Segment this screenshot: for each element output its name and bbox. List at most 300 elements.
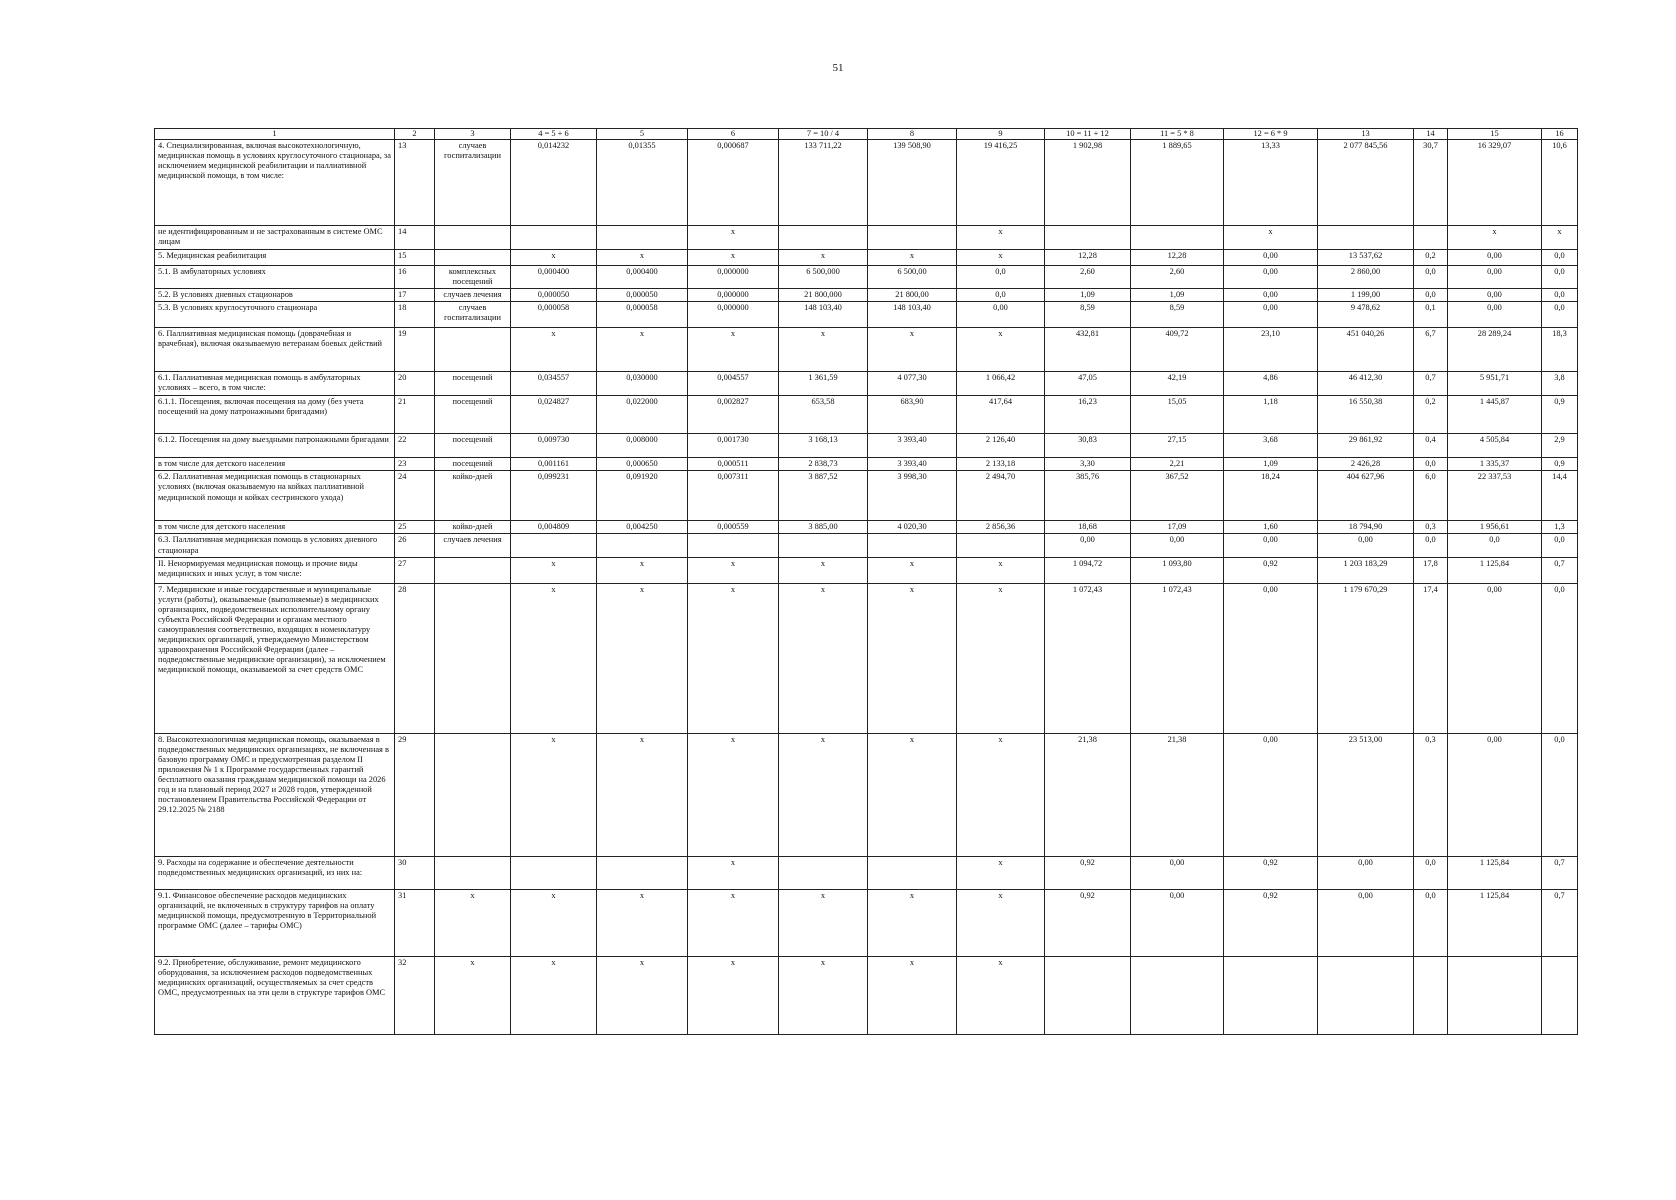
table-cell [1318, 226, 1414, 250]
table-cell: 1 889,65 [1131, 140, 1224, 226]
table-cell [435, 328, 511, 372]
row-label-cell: 6.1.2. Посещения на дому выездными патронажными бригадами [155, 434, 395, 458]
table-cell: 1 125,84 [1448, 856, 1542, 889]
table-cell: 0,00 [957, 302, 1045, 328]
table-cell: 3 168,13 [779, 434, 868, 458]
table-cell: 432,81 [1045, 328, 1131, 372]
table-cell: х [868, 956, 957, 1034]
table-cell: х [597, 889, 688, 956]
table-cell: х [688, 250, 779, 266]
table-cell [1318, 956, 1414, 1034]
table-cell: 0,0 [1542, 534, 1578, 557]
header-row [155, 129, 1578, 140]
table-cell: 17,09 [1131, 521, 1224, 534]
table-cell: х [957, 583, 1045, 733]
row-label-cell: 9.2. Приобретение, обслуживание, ремонт медицинского оборудования, за исключением расходов подведомственных медицинских организаций, осуществляемых за счет средств ОМС, предусмотренных на эти цели в структуре тарифов ОМС [155, 956, 395, 1034]
row-label-cell: 6.3. Паллиативная медицинская помощь в условиях дневного стационара [155, 534, 395, 557]
row-label-cell: 5.2. В условиях дневных стационаров [155, 289, 395, 302]
table-cell: 31 [395, 889, 435, 956]
row-label-cell: 9.1. Финансовое обеспечение расходов медицинских организаций, не включенных в структуру тарифов на оплату медицинской помощи, предусмотренную в Территориальной программе ОМС (далее – тарифы ОМС) [155, 889, 395, 956]
header-cell: 7 = 10 / 4 [779, 129, 868, 140]
table-cell: 22 [395, 434, 435, 458]
table-cell: случаев госпитализации [435, 140, 511, 226]
table-cell: 21,38 [1131, 733, 1224, 856]
table-cell [1131, 226, 1224, 250]
table-cell: 25 [395, 521, 435, 534]
table-cell: х [688, 328, 779, 372]
table-cell: 16 329,07 [1448, 140, 1542, 226]
table-cell: 0,3 [1414, 733, 1448, 856]
table-cell: 0,00 [1131, 534, 1224, 557]
table-cell: х [597, 250, 688, 266]
table-cell: 3,68 [1224, 434, 1318, 458]
header-cell: 11 = 5 * 8 [1131, 129, 1224, 140]
table-cell: 30 [395, 856, 435, 889]
table-cell: 29 861,92 [1318, 434, 1414, 458]
table-cell: 16 [395, 266, 435, 289]
table-cell: 4 077,30 [868, 372, 957, 396]
table-row [155, 521, 1578, 534]
table-cell [435, 226, 511, 250]
row-label-cell: 6.1.1. Посещения, включая посещения на дому (без учета посещений на дому патронажными бригадами) [155, 396, 395, 434]
table-cell: 3 998,30 [868, 471, 957, 521]
row-label-cell: в том числе для детского населения [155, 521, 395, 534]
header-cell: 16 [1542, 129, 1578, 140]
header-cell: 12 = 6 * 9 [1224, 129, 1318, 140]
header-cell: 14 [1414, 129, 1448, 140]
table-cell: 18,3 [1542, 328, 1578, 372]
table-cell: 0,0 [1542, 250, 1578, 266]
row-label-cell: II. Ненормируемая медицинская помощь и прочие виды медицинских и иных услуг, в том числе: [155, 557, 395, 583]
table-cell [1045, 956, 1131, 1034]
table-cell: 0,000000 [688, 266, 779, 289]
table-cell: х [688, 889, 779, 956]
table-cell: 1,09 [1045, 289, 1131, 302]
table-cell: х [688, 956, 779, 1034]
table-cell: 385,76 [1045, 471, 1131, 521]
table-body [155, 129, 1578, 1035]
table-cell: 2,21 [1131, 458, 1224, 471]
table-cell: 3 393,40 [868, 434, 957, 458]
table-cell: 1 203 183,29 [1318, 557, 1414, 583]
table-row [155, 534, 1578, 557]
header-cell: 15 [1448, 129, 1542, 140]
header-cell: 1 [155, 129, 395, 140]
table-cell: 0,022000 [597, 396, 688, 434]
table-cell: 1 335,37 [1448, 458, 1542, 471]
table-row [155, 856, 1578, 889]
table-cell: 0,0 [1542, 583, 1578, 733]
table-cell [688, 534, 779, 557]
table-cell: 0,0 [1414, 856, 1448, 889]
table-cell: 21 800,000 [779, 289, 868, 302]
table-cell: 1,60 [1224, 521, 1318, 534]
table-cell: 0,0 [957, 266, 1045, 289]
row-label-cell: 5. Медицинская реабилитация [155, 250, 395, 266]
table-cell: 0,00 [1448, 266, 1542, 289]
table-cell: 1,3 [1542, 521, 1578, 534]
table-cell: 0,000058 [597, 302, 688, 328]
table-cell: 0,7 [1542, 856, 1578, 889]
table-cell: 2 077 845,56 [1318, 140, 1414, 226]
table-cell: 0,008000 [597, 434, 688, 458]
table-cell: х [435, 889, 511, 956]
table-cell [597, 856, 688, 889]
table-cell: 4 020,30 [868, 521, 957, 534]
table-cell: 0,009730 [511, 434, 597, 458]
table-cell: 0,00 [1224, 302, 1318, 328]
table-cell: 0,000650 [597, 458, 688, 471]
table-cell: 0,00 [1045, 534, 1131, 557]
table-cell: 148 103,40 [779, 302, 868, 328]
row-label-cell: 8. Высокотехнологичная медицинская помощь, оказываемая в подведомственных медицинских организациях, не включенная в базовую программу ОМС и предусмотренная разделом II приложения № 1 к Программе государственных гарантий бесплатного оказания гражданам медицинской помощи на 2026 год и на плановый период 2027 и 2028 годов, утвержденной постановлением Правительства Российской Федерации от 29.12.2025 № 2188 [155, 733, 395, 856]
table-cell: 0,091920 [597, 471, 688, 521]
table-cell: 0,7 [1542, 889, 1578, 956]
table-cell: 0,00 [1131, 856, 1224, 889]
table-cell: 1,09 [1224, 458, 1318, 471]
table-cell: 139 508,90 [868, 140, 957, 226]
table-cell: 1 072,43 [1131, 583, 1224, 733]
row-label-cell: 6.2. Паллиативная медицинская помощь в стационарных условиях (включая оказываемую на койках паллиативной медицинской помощи и койках сестринского ухода) [155, 471, 395, 521]
table-cell: 1 179 670,29 [1318, 583, 1414, 733]
table-cell: 0,000687 [688, 140, 779, 226]
table-cell: 1 956,61 [1448, 521, 1542, 534]
table-cell: 6 500,000 [779, 266, 868, 289]
table-cell: 23,10 [1224, 328, 1318, 372]
table-cell: 13 [395, 140, 435, 226]
table-cell: х [779, 250, 868, 266]
table-cell: 133 711,22 [779, 140, 868, 226]
table-cell: 0,92 [1224, 856, 1318, 889]
table-row [155, 458, 1578, 471]
table-cell: 3,30 [1045, 458, 1131, 471]
table-cell [511, 226, 597, 250]
table-row [155, 583, 1578, 733]
header-cell: 5 [597, 129, 688, 140]
table-cell: 0,004809 [511, 521, 597, 534]
table-cell: 2 126,40 [957, 434, 1045, 458]
table-cell: 17,8 [1414, 557, 1448, 583]
table-cell: х [688, 557, 779, 583]
table-cell: х [435, 956, 511, 1034]
table-row [155, 889, 1578, 956]
table-cell [435, 557, 511, 583]
table-cell: х [688, 856, 779, 889]
table-cell: 0,00 [1448, 302, 1542, 328]
table-cell: 2,9 [1542, 434, 1578, 458]
table-cell: х [868, 583, 957, 733]
table-cell: 16,23 [1045, 396, 1131, 434]
table-cell: 1 066,42 [957, 372, 1045, 396]
table-row [155, 471, 1578, 521]
table-cell: х [868, 733, 957, 856]
table-cell: койко-дней [435, 471, 511, 521]
table-cell: 27,15 [1131, 434, 1224, 458]
table-cell: 46 412,30 [1318, 372, 1414, 396]
table-cell [511, 534, 597, 557]
table-cell: 1 199,00 [1318, 289, 1414, 302]
table-cell: 148 103,40 [868, 302, 957, 328]
table-cell: 0,000400 [511, 266, 597, 289]
table-cell: 2 494,70 [957, 471, 1045, 521]
table-cell: 30,7 [1414, 140, 1448, 226]
table-cell: 1,18 [1224, 396, 1318, 434]
table-cell: х [957, 856, 1045, 889]
table-cell: 6,7 [1414, 328, 1448, 372]
table-cell: 0,00 [1448, 733, 1542, 856]
table-cell: х [779, 733, 868, 856]
table-cell: 22 337,53 [1448, 471, 1542, 521]
financing-table [154, 128, 1578, 1035]
table-row [155, 302, 1578, 328]
table-cell [1045, 226, 1131, 250]
table-cell: 3 885,00 [779, 521, 868, 534]
table-cell [868, 226, 957, 250]
table-cell [435, 250, 511, 266]
table-cell: 0,92 [1224, 889, 1318, 956]
table-cell: 23 [395, 458, 435, 471]
table-cell: 15 [395, 250, 435, 266]
table-cell: 0,002827 [688, 396, 779, 434]
table-cell: х [868, 328, 957, 372]
table-cell: х [597, 956, 688, 1034]
table-cell: х [597, 583, 688, 733]
table-cell: 1 445,87 [1448, 396, 1542, 434]
table-cell: 3,8 [1542, 372, 1578, 396]
table-cell: 15,05 [1131, 396, 1224, 434]
table-row [155, 557, 1578, 583]
table-cell: 0,0 [957, 289, 1045, 302]
table-cell: 0,00 [1318, 889, 1414, 956]
table-row [155, 733, 1578, 856]
table-cell: х [1448, 226, 1542, 250]
table-cell: 17,4 [1414, 583, 1448, 733]
table-cell: х [688, 226, 779, 250]
table-cell: х [511, 733, 597, 856]
table-cell [868, 534, 957, 557]
table-cell [597, 534, 688, 557]
table-cell: 367,52 [1131, 471, 1224, 521]
table-cell: 21 [395, 396, 435, 434]
table-cell: 0,4 [1414, 434, 1448, 458]
table-cell: 0,2 [1414, 396, 1448, 434]
table-cell: 0,0 [1542, 302, 1578, 328]
table-cell: 0,3 [1414, 521, 1448, 534]
table-cell: 2 856,36 [957, 521, 1045, 534]
row-label-cell: не идентифицированным и не застрахованным в системе ОМС лицам [155, 226, 395, 250]
table-cell: 0,000058 [511, 302, 597, 328]
table-cell: 14 [395, 226, 435, 250]
table-cell [1448, 956, 1542, 1034]
table-cell: х [779, 956, 868, 1034]
table-cell: 14,4 [1542, 471, 1578, 521]
table-cell: 0,014232 [511, 140, 597, 226]
table-cell: х [957, 733, 1045, 856]
table-cell: х [868, 889, 957, 956]
table-cell: 0,0 [1414, 458, 1448, 471]
table-row [155, 434, 1578, 458]
row-label-cell: 6. Паллиативная медицинская помощь (доврачебная и врачебная), включая оказываемую ветеранам боевых действий [155, 328, 395, 372]
table-cell: 0,92 [1224, 557, 1318, 583]
table-cell: х [957, 557, 1045, 583]
table-cell: 0,00 [1224, 266, 1318, 289]
row-label-cell: в том числе для детского населения [155, 458, 395, 471]
table-cell [779, 534, 868, 557]
table-cell: 0,9 [1542, 458, 1578, 471]
table-cell: 1 072,43 [1045, 583, 1131, 733]
table-cell: 10,6 [1542, 140, 1578, 226]
table-cell: 0,0 [1414, 534, 1448, 557]
table-cell [511, 856, 597, 889]
table-cell: х [1542, 226, 1578, 250]
table-cell: 42,19 [1131, 372, 1224, 396]
table-cell: комплексных посещений [435, 266, 511, 289]
table-cell: 0,000050 [511, 289, 597, 302]
table-cell: 18 794,90 [1318, 521, 1414, 534]
table-cell [435, 856, 511, 889]
table-cell: 1 902,98 [1045, 140, 1131, 226]
table-row [155, 328, 1578, 372]
table-cell: 9 478,62 [1318, 302, 1414, 328]
table-cell: 2 860,00 [1318, 266, 1414, 289]
table-cell: х [688, 733, 779, 856]
table-cell: 32 [395, 956, 435, 1034]
table-cell: 0,2 [1414, 250, 1448, 266]
table-cell: 0,024827 [511, 396, 597, 434]
table-cell: 8,59 [1045, 302, 1131, 328]
table-cell [1414, 956, 1448, 1034]
table-cell: 8,59 [1131, 302, 1224, 328]
header-cell: 4 = 5 + 6 [511, 129, 597, 140]
table-cell: 0,0 [1414, 266, 1448, 289]
row-label-cell: 5.1. В амбулаторных условиях [155, 266, 395, 289]
table-cell: 653,58 [779, 396, 868, 434]
table-cell: 12,28 [1131, 250, 1224, 266]
header-cell: 3 [435, 129, 511, 140]
table-cell: 30,83 [1045, 434, 1131, 458]
table-cell: 0,9 [1542, 396, 1578, 434]
table-cell: 0,000559 [688, 521, 779, 534]
table-cell: 1 361,59 [779, 372, 868, 396]
table-cell: 19 [395, 328, 435, 372]
table-cell: х [779, 557, 868, 583]
table-cell: х [597, 733, 688, 856]
table-cell [1131, 956, 1224, 1034]
table-cell: х [511, 328, 597, 372]
table-cell: 0,034557 [511, 372, 597, 396]
table-cell: 0,0 [1542, 266, 1578, 289]
table-cell: 1,09 [1131, 289, 1224, 302]
row-label-cell: 6.1. Паллиативная медицинская помощь в амбулаторных условиях – всего, в том числе: [155, 372, 395, 396]
table-cell: случаев госпитализации [435, 302, 511, 328]
table-cell: х [957, 226, 1045, 250]
table-cell: 0,099231 [511, 471, 597, 521]
table-cell: 24 [395, 471, 435, 521]
table-cell [779, 856, 868, 889]
table-cell: посещений [435, 372, 511, 396]
table-cell: 6 500,00 [868, 266, 957, 289]
table-cell: 19 416,25 [957, 140, 1045, 226]
table-cell: 0,0 [1414, 889, 1448, 956]
table-cell: 0,0 [1542, 733, 1578, 856]
table-cell: 1 125,84 [1448, 557, 1542, 583]
table-cell [779, 226, 868, 250]
table-cell: 17 [395, 289, 435, 302]
table-cell: х [957, 956, 1045, 1034]
table-cell: 18,24 [1224, 471, 1318, 521]
table-cell: 13 537,62 [1318, 250, 1414, 266]
table-cell: 1 093,80 [1131, 557, 1224, 583]
table-cell: 18,68 [1045, 521, 1131, 534]
table-cell: х [957, 250, 1045, 266]
table-cell: 21,38 [1045, 733, 1131, 856]
table-cell: 4,86 [1224, 372, 1318, 396]
table-cell: 451 040,26 [1318, 328, 1414, 372]
table-cell: 0,004557 [688, 372, 779, 396]
table-cell: х [957, 889, 1045, 956]
table-cell: 0,00 [1224, 289, 1318, 302]
table-cell: 417,64 [957, 396, 1045, 434]
row-label-cell: 5.3. В условиях круглосуточного стационара [155, 302, 395, 328]
header-cell: 8 [868, 129, 957, 140]
table-cell: х [779, 583, 868, 733]
table-cell: 26 [395, 534, 435, 557]
table-cell: 0,00 [1318, 534, 1414, 557]
table-cell: 2,60 [1131, 266, 1224, 289]
table-cell: 0,007311 [688, 471, 779, 521]
table-cell: 1 125,84 [1448, 889, 1542, 956]
table-cell: 0,001730 [688, 434, 779, 458]
table-cell: 0,01355 [597, 140, 688, 226]
table-cell: х [1224, 226, 1318, 250]
table-cell: койко-дней [435, 521, 511, 534]
table-cell [1414, 226, 1448, 250]
table-cell [957, 534, 1045, 557]
table-cell: 0,00 [1131, 889, 1224, 956]
page-number: 51 [832, 62, 844, 74]
table-cell: 6,0 [1414, 471, 1448, 521]
table-cell: х [511, 956, 597, 1034]
table-cell: посещений [435, 434, 511, 458]
row-label-cell: 9. Расходы на содержание и обеспечение деятельности подведомственных медицинских организаций, из них на: [155, 856, 395, 889]
table-cell: х [511, 557, 597, 583]
table-cell: 5 951,71 [1448, 372, 1542, 396]
table-cell: х [868, 250, 957, 266]
table-cell: посещений [435, 458, 511, 471]
table-cell: 0,00 [1448, 583, 1542, 733]
table-cell: х [597, 557, 688, 583]
table-cell: 20 [395, 372, 435, 396]
table-row [155, 140, 1578, 226]
table-cell: 0,00 [1318, 856, 1414, 889]
table-cell: 28 [395, 583, 435, 733]
header-cell: 10 = 11 + 12 [1045, 129, 1131, 140]
table-row [155, 250, 1578, 266]
table-cell: 0,00 [1224, 250, 1318, 266]
table-row [155, 289, 1578, 302]
table-row [155, 226, 1578, 250]
table-row [155, 372, 1578, 396]
table-cell: 13,33 [1224, 140, 1318, 226]
table-cell: 3 393,40 [868, 458, 957, 471]
table-cell: 29 [395, 733, 435, 856]
table-cell: х [779, 889, 868, 956]
table-cell [435, 583, 511, 733]
table-cell: 3 887,52 [779, 471, 868, 521]
table-cell: случаев лечения [435, 289, 511, 302]
header-cell: 13 [1318, 129, 1414, 140]
table-cell: 409,72 [1131, 328, 1224, 372]
